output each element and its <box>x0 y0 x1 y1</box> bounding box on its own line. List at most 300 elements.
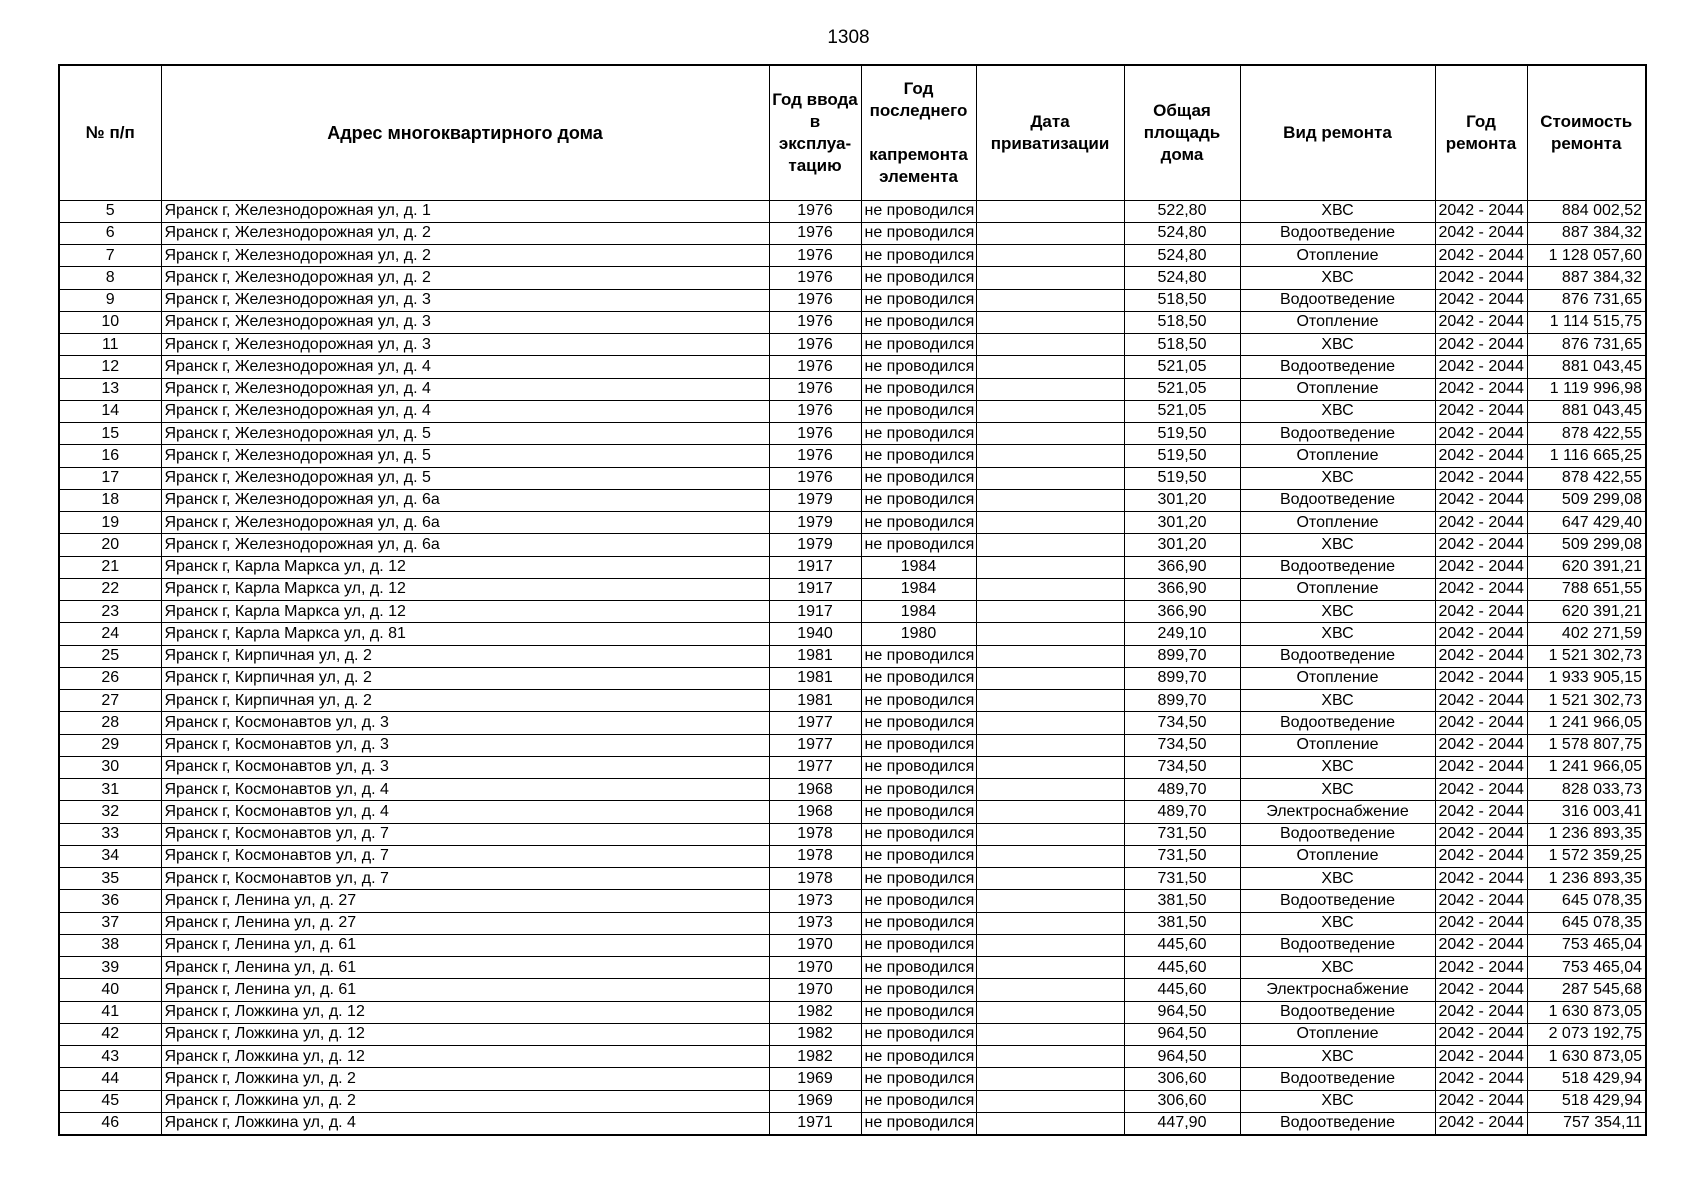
table-row <box>59 801 1646 823</box>
row-repair-type: ХВС <box>1240 267 1435 289</box>
row-repair-period: 2042 - 2044 <box>1435 801 1527 823</box>
row-privatization <box>976 734 1124 756</box>
row-repair-type: ХВС <box>1240 756 1435 778</box>
page-number: 1308 <box>827 27 870 48</box>
row-repair-type: ХВС <box>1240 467 1435 489</box>
row-last-repair: не проводился <box>861 801 976 823</box>
table-row <box>59 667 1646 689</box>
table-row <box>59 245 1646 267</box>
row-last-repair: не проводился <box>861 934 976 956</box>
row-cost: 620 391,21 <box>1527 601 1646 623</box>
row-last-repair: не проводился <box>861 890 976 912</box>
row-cost: 1 119 996,98 <box>1527 378 1646 400</box>
row-address: Яранск г, Космонавтов ул, д. 7 <box>161 823 769 845</box>
row-cost: 876 731,65 <box>1527 289 1646 311</box>
row-address: Яранск г, Космонавтов ул, д. 4 <box>161 801 769 823</box>
row-num: 14 <box>59 400 161 422</box>
row-year-commissioned: 1971 <box>769 1112 861 1134</box>
row-last-repair: не проводился <box>861 245 976 267</box>
row-cost: 509 299,08 <box>1527 534 1646 556</box>
table-row <box>59 734 1646 756</box>
row-privatization <box>976 1090 1124 1112</box>
row-year-commissioned: 1917 <box>769 601 861 623</box>
header-year-commissioned: Год ввода в эксплуа-тацию <box>769 65 861 200</box>
row-repair-period: 2042 - 2044 <box>1435 489 1527 511</box>
header-last-repair-line2: капремонта элемента <box>869 144 968 186</box>
row-repair-period: 2042 - 2044 <box>1435 756 1527 778</box>
row-repair-period: 2042 - 2044 <box>1435 1112 1527 1134</box>
row-repair-type: Водоотведение <box>1240 356 1435 378</box>
table-row <box>59 690 1646 712</box>
row-year-commissioned: 1976 <box>769 423 861 445</box>
row-year-commissioned: 1976 <box>769 267 861 289</box>
row-area: 306,60 <box>1124 1090 1240 1112</box>
row-last-repair: не проводился <box>861 445 976 467</box>
row-privatization <box>976 756 1124 778</box>
row-area: 521,05 <box>1124 400 1240 422</box>
row-year-commissioned: 1968 <box>769 801 861 823</box>
row-num: 46 <box>59 1112 161 1134</box>
row-num: 28 <box>59 712 161 734</box>
row-num: 33 <box>59 823 161 845</box>
row-num: 44 <box>59 1068 161 1090</box>
row-repair-type: Отопление <box>1240 445 1435 467</box>
row-year-commissioned: 1969 <box>769 1068 861 1090</box>
table-row <box>59 845 1646 867</box>
row-address: Яранск г, Карла Маркса ул, д. 12 <box>161 556 769 578</box>
row-repair-type: ХВС <box>1240 400 1435 422</box>
row-privatization <box>976 467 1124 489</box>
row-privatization <box>976 934 1124 956</box>
row-repair-period: 2042 - 2044 <box>1435 934 1527 956</box>
header-repair-period: Год ремонта <box>1435 65 1527 200</box>
row-cost: 1 241 966,05 <box>1527 756 1646 778</box>
row-num: 45 <box>59 1090 161 1112</box>
table-row <box>59 1046 1646 1068</box>
row-repair-period: 2042 - 2044 <box>1435 845 1527 867</box>
row-cost: 1 114 515,75 <box>1527 311 1646 333</box>
row-privatization <box>976 712 1124 734</box>
row-address: Яранск г, Железнодорожная ул, д. 5 <box>161 467 769 489</box>
header-num: № п/п <box>59 65 161 200</box>
row-address: Яранск г, Ложкина ул, д. 12 <box>161 1023 769 1045</box>
row-cost: 1 630 873,05 <box>1527 1046 1646 1068</box>
row-last-repair: не проводился <box>861 334 976 356</box>
row-repair-type: Водоотведение <box>1240 489 1435 511</box>
row-year-commissioned: 1982 <box>769 1001 861 1023</box>
row-address: Яранск г, Ложкина ул, д. 2 <box>161 1090 769 1112</box>
row-cost: 1 521 302,73 <box>1527 645 1646 667</box>
row-address: Яранск г, Космонавтов ул, д. 3 <box>161 756 769 778</box>
row-num: 6 <box>59 222 161 244</box>
row-cost: 1 236 893,35 <box>1527 823 1646 845</box>
row-repair-type: ХВС <box>1240 601 1435 623</box>
row-address: Яранск г, Железнодорожная ул, д. 6а <box>161 489 769 511</box>
row-cost: 1 236 893,35 <box>1527 868 1646 890</box>
row-repair-period: 2042 - 2044 <box>1435 890 1527 912</box>
row-privatization <box>976 979 1124 1001</box>
row-cost: 518 429,94 <box>1527 1068 1646 1090</box>
row-area: 899,70 <box>1124 690 1240 712</box>
table-row <box>59 222 1646 244</box>
row-repair-period: 2042 - 2044 <box>1435 623 1527 645</box>
row-area: 381,50 <box>1124 890 1240 912</box>
row-num: 26 <box>59 667 161 689</box>
row-cost: 881 043,45 <box>1527 356 1646 378</box>
row-last-repair: не проводился <box>861 356 976 378</box>
row-repair-period: 2042 - 2044 <box>1435 289 1527 311</box>
row-repair-period: 2042 - 2044 <box>1435 1001 1527 1023</box>
row-repair-type: Отопление <box>1240 1023 1435 1045</box>
row-address: Яранск г, Космонавтов ул, д. 7 <box>161 868 769 890</box>
row-num: 12 <box>59 356 161 378</box>
row-area: 731,50 <box>1124 845 1240 867</box>
table-row <box>59 779 1646 801</box>
row-area: 366,90 <box>1124 556 1240 578</box>
row-cost: 620 391,21 <box>1527 556 1646 578</box>
row-year-commissioned: 1978 <box>769 823 861 845</box>
row-address: Яранск г, Ложкина ул, д. 12 <box>161 1001 769 1023</box>
row-area: 734,50 <box>1124 712 1240 734</box>
row-address: Яранск г, Железнодорожная ул, д. 3 <box>161 334 769 356</box>
row-area: 518,50 <box>1124 334 1240 356</box>
row-repair-period: 2042 - 2044 <box>1435 512 1527 534</box>
row-privatization <box>976 1023 1124 1045</box>
row-cost: 887 384,32 <box>1527 267 1646 289</box>
row-year-commissioned: 1982 <box>769 1046 861 1068</box>
row-repair-period: 2042 - 2044 <box>1435 1068 1527 1090</box>
row-last-repair: не проводился <box>861 1023 976 1045</box>
row-num: 36 <box>59 890 161 912</box>
table-row <box>59 823 1646 845</box>
row-num: 13 <box>59 378 161 400</box>
row-num: 42 <box>59 1023 161 1045</box>
row-area: 381,50 <box>1124 912 1240 934</box>
table-body <box>59 200 1646 1135</box>
row-privatization <box>976 801 1124 823</box>
row-cost: 757 354,11 <box>1527 1112 1646 1134</box>
table-row <box>59 378 1646 400</box>
row-year-commissioned: 1978 <box>769 845 861 867</box>
row-privatization <box>976 556 1124 578</box>
row-repair-period: 2042 - 2044 <box>1435 1023 1527 1045</box>
row-num: 43 <box>59 1046 161 1068</box>
row-year-commissioned: 1979 <box>769 534 861 556</box>
row-repair-period: 2042 - 2044 <box>1435 712 1527 734</box>
table-row <box>59 890 1646 912</box>
row-last-repair: не проводился <box>861 823 976 845</box>
row-privatization <box>976 845 1124 867</box>
row-repair-period: 2042 - 2044 <box>1435 556 1527 578</box>
row-year-commissioned: 1970 <box>769 934 861 956</box>
table-row <box>59 489 1646 511</box>
row-privatization <box>976 334 1124 356</box>
row-repair-type: Отопление <box>1240 578 1435 600</box>
row-num: 37 <box>59 912 161 934</box>
row-area: 518,50 <box>1124 289 1240 311</box>
row-repair-type: Отопление <box>1240 734 1435 756</box>
row-address: Яранск г, Ленина ул, д. 27 <box>161 912 769 934</box>
row-repair-type: Электроснабжение <box>1240 979 1435 1001</box>
row-privatization <box>976 1046 1124 1068</box>
table-row <box>59 334 1646 356</box>
table-row <box>59 601 1646 623</box>
row-privatization <box>976 1112 1124 1134</box>
table-row <box>59 1090 1646 1112</box>
row-last-repair: не проводился <box>861 667 976 689</box>
row-address: Яранск г, Железнодорожная ул, д. 3 <box>161 311 769 333</box>
row-num: 20 <box>59 534 161 556</box>
row-repair-type: Водоотведение <box>1240 712 1435 734</box>
row-repair-period: 2042 - 2044 <box>1435 467 1527 489</box>
row-address: Яранск г, Железнодорожная ул, д. 3 <box>161 289 769 311</box>
row-repair-period: 2042 - 2044 <box>1435 601 1527 623</box>
row-area: 964,50 <box>1124 1046 1240 1068</box>
row-address: Яранск г, Карла Маркса ул, д. 12 <box>161 601 769 623</box>
row-cost: 753 465,04 <box>1527 934 1646 956</box>
table-row <box>59 200 1646 222</box>
row-last-repair: не проводился <box>861 912 976 934</box>
row-num: 32 <box>59 801 161 823</box>
row-num: 30 <box>59 756 161 778</box>
row-year-commissioned: 1976 <box>769 200 861 222</box>
row-year-commissioned: 1968 <box>769 779 861 801</box>
table-row <box>59 912 1646 934</box>
row-cost: 1 116 665,25 <box>1527 445 1646 467</box>
row-repair-period: 2042 - 2044 <box>1435 534 1527 556</box>
row-num: 25 <box>59 645 161 667</box>
row-repair-type: ХВС <box>1240 623 1435 645</box>
row-cost: 1 572 359,25 <box>1527 845 1646 867</box>
row-repair-type: ХВС <box>1240 912 1435 934</box>
row-num: 34 <box>59 845 161 867</box>
row-privatization <box>976 957 1124 979</box>
row-cost: 881 043,45 <box>1527 400 1646 422</box>
row-year-commissioned: 1976 <box>769 245 861 267</box>
row-repair-type: Водоотведение <box>1240 423 1435 445</box>
row-year-commissioned: 1969 <box>769 1090 861 1112</box>
row-num: 41 <box>59 1001 161 1023</box>
row-privatization <box>976 267 1124 289</box>
row-address: Яранск г, Ленина ул, д. 61 <box>161 934 769 956</box>
row-repair-period: 2042 - 2044 <box>1435 667 1527 689</box>
row-address: Яранск г, Железнодорожная ул, д. 4 <box>161 378 769 400</box>
row-last-repair: не проводился <box>861 267 976 289</box>
row-repair-period: 2042 - 2044 <box>1435 912 1527 934</box>
row-last-repair: не проводился <box>861 712 976 734</box>
row-last-repair: не проводился <box>861 779 976 801</box>
row-privatization <box>976 868 1124 890</box>
row-num: 19 <box>59 512 161 534</box>
row-address: Яранск г, Железнодорожная ул, д. 4 <box>161 400 769 422</box>
row-repair-type: ХВС <box>1240 334 1435 356</box>
row-cost: 887 384,32 <box>1527 222 1646 244</box>
row-repair-period: 2042 - 2044 <box>1435 311 1527 333</box>
row-address: Яранск г, Ложкина ул, д. 2 <box>161 1068 769 1090</box>
row-year-commissioned: 1981 <box>769 667 861 689</box>
table-row <box>59 712 1646 734</box>
table-row <box>59 423 1646 445</box>
row-address: Яранск г, Ложкина ул, д. 12 <box>161 1046 769 1068</box>
row-address: Яранск г, Ленина ул, д. 61 <box>161 957 769 979</box>
table-row <box>59 467 1646 489</box>
row-area: 301,20 <box>1124 534 1240 556</box>
row-address: Яранск г, Железнодорожная ул, д. 2 <box>161 222 769 244</box>
row-privatization <box>976 289 1124 311</box>
row-privatization <box>976 311 1124 333</box>
row-area: 519,50 <box>1124 445 1240 467</box>
table-row <box>59 1068 1646 1090</box>
row-privatization <box>976 623 1124 645</box>
row-repair-period: 2042 - 2044 <box>1435 423 1527 445</box>
row-last-repair: не проводился <box>861 222 976 244</box>
row-privatization <box>976 823 1124 845</box>
row-privatization <box>976 667 1124 689</box>
row-last-repair: 1980 <box>861 623 976 645</box>
row-privatization <box>976 378 1124 400</box>
row-num: 31 <box>59 779 161 801</box>
table-row <box>59 1023 1646 1045</box>
row-area: 366,90 <box>1124 578 1240 600</box>
row-last-repair: не проводился <box>861 467 976 489</box>
row-num: 5 <box>59 200 161 222</box>
row-area: 445,60 <box>1124 934 1240 956</box>
row-num: 15 <box>59 423 161 445</box>
row-repair-period: 2042 - 2044 <box>1435 334 1527 356</box>
row-num: 35 <box>59 868 161 890</box>
row-year-commissioned: 1973 <box>769 890 861 912</box>
row-area: 489,70 <box>1124 779 1240 801</box>
row-repair-type: ХВС <box>1240 200 1435 222</box>
row-privatization <box>976 601 1124 623</box>
row-cost: 1 630 873,05 <box>1527 1001 1646 1023</box>
row-num: 7 <box>59 245 161 267</box>
row-address: Яранск г, Карла Маркса ул, д. 12 <box>161 578 769 600</box>
row-num: 27 <box>59 690 161 712</box>
row-repair-period: 2042 - 2044 <box>1435 690 1527 712</box>
row-repair-period: 2042 - 2044 <box>1435 378 1527 400</box>
row-num: 18 <box>59 489 161 511</box>
row-last-repair: не проводился <box>861 734 976 756</box>
row-num: 23 <box>59 601 161 623</box>
row-address: Яранск г, Ложкина ул, д. 4 <box>161 1112 769 1134</box>
row-repair-type: Отопление <box>1240 311 1435 333</box>
table-row <box>59 400 1646 422</box>
table-row <box>59 645 1646 667</box>
row-repair-type: Водоотведение <box>1240 1068 1435 1090</box>
row-area: 964,50 <box>1124 1023 1240 1045</box>
row-privatization <box>976 512 1124 534</box>
row-num: 40 <box>59 979 161 1001</box>
row-area: 521,05 <box>1124 356 1240 378</box>
header-address: Адрес многоквартирного дома <box>161 65 769 200</box>
row-last-repair: не проводился <box>861 1090 976 1112</box>
row-cost: 878 422,55 <box>1527 467 1646 489</box>
row-area: 731,50 <box>1124 868 1240 890</box>
row-area: 731,50 <box>1124 823 1240 845</box>
row-privatization <box>976 356 1124 378</box>
row-repair-type: Водоотведение <box>1240 890 1435 912</box>
row-cost: 878 422,55 <box>1527 423 1646 445</box>
row-year-commissioned: 1976 <box>769 289 861 311</box>
row-cost: 1 933 905,15 <box>1527 667 1646 689</box>
row-area: 964,50 <box>1124 1001 1240 1023</box>
row-repair-period: 2042 - 2044 <box>1435 267 1527 289</box>
table-row <box>59 1112 1646 1134</box>
header-last-repair <box>861 65 976 200</box>
row-area: 489,70 <box>1124 801 1240 823</box>
row-area: 522,80 <box>1124 200 1240 222</box>
row-last-repair: не проводился <box>861 512 976 534</box>
header-row <box>59 65 1646 200</box>
row-repair-period: 2042 - 2044 <box>1435 957 1527 979</box>
row-last-repair: не проводился <box>861 1001 976 1023</box>
row-privatization <box>976 1001 1124 1023</box>
row-area: 734,50 <box>1124 734 1240 756</box>
row-repair-period: 2042 - 2044 <box>1435 1046 1527 1068</box>
row-year-commissioned: 1917 <box>769 578 861 600</box>
row-repair-type: Отопление <box>1240 512 1435 534</box>
row-year-commissioned: 1976 <box>769 311 861 333</box>
row-area: 518,50 <box>1124 311 1240 333</box>
row-privatization <box>976 779 1124 801</box>
row-address: Яранск г, Железнодорожная ул, д. 2 <box>161 267 769 289</box>
row-cost: 884 002,52 <box>1527 200 1646 222</box>
row-num: 22 <box>59 578 161 600</box>
table-row <box>59 934 1646 956</box>
row-privatization <box>976 890 1124 912</box>
row-year-commissioned: 1976 <box>769 400 861 422</box>
row-last-repair: не проводился <box>861 1046 976 1068</box>
row-repair-type: ХВС <box>1240 1090 1435 1112</box>
row-last-repair: 1984 <box>861 601 976 623</box>
row-cost: 1 128 057,60 <box>1527 245 1646 267</box>
row-year-commissioned: 1917 <box>769 556 861 578</box>
row-last-repair: не проводился <box>861 289 976 311</box>
row-repair-type: ХВС <box>1240 868 1435 890</box>
row-repair-period: 2042 - 2044 <box>1435 222 1527 244</box>
row-year-commissioned: 1976 <box>769 445 861 467</box>
row-repair-period: 2042 - 2044 <box>1435 979 1527 1001</box>
row-last-repair: не проводился <box>861 423 976 445</box>
row-year-commissioned: 1940 <box>769 623 861 645</box>
table-row <box>59 311 1646 333</box>
row-num: 11 <box>59 334 161 356</box>
row-repair-type: ХВС <box>1240 690 1435 712</box>
row-area: 899,70 <box>1124 645 1240 667</box>
table-row <box>59 623 1646 645</box>
row-repair-type: Отопление <box>1240 245 1435 267</box>
row-cost: 876 731,65 <box>1527 334 1646 356</box>
repair-registry-table <box>58 64 1647 1136</box>
row-address: Яранск г, Кирпичная ул, д. 2 <box>161 690 769 712</box>
row-address: Яранск г, Карла Маркса ул, д. 81 <box>161 623 769 645</box>
row-last-repair: не проводился <box>861 200 976 222</box>
row-cost: 828 033,73 <box>1527 779 1646 801</box>
row-address: Яранск г, Железнодорожная ул, д. 5 <box>161 445 769 467</box>
row-privatization <box>976 489 1124 511</box>
row-repair-period: 2042 - 2044 <box>1435 445 1527 467</box>
row-last-repair: не проводился <box>861 1068 976 1090</box>
row-area: 521,05 <box>1124 378 1240 400</box>
row-year-commissioned: 1977 <box>769 756 861 778</box>
row-privatization <box>976 1068 1124 1090</box>
row-last-repair: не проводился <box>861 690 976 712</box>
row-year-commissioned: 1976 <box>769 334 861 356</box>
row-cost: 518 429,94 <box>1527 1090 1646 1112</box>
row-cost: 316 003,41 <box>1527 801 1646 823</box>
row-area: 447,90 <box>1124 1112 1240 1134</box>
